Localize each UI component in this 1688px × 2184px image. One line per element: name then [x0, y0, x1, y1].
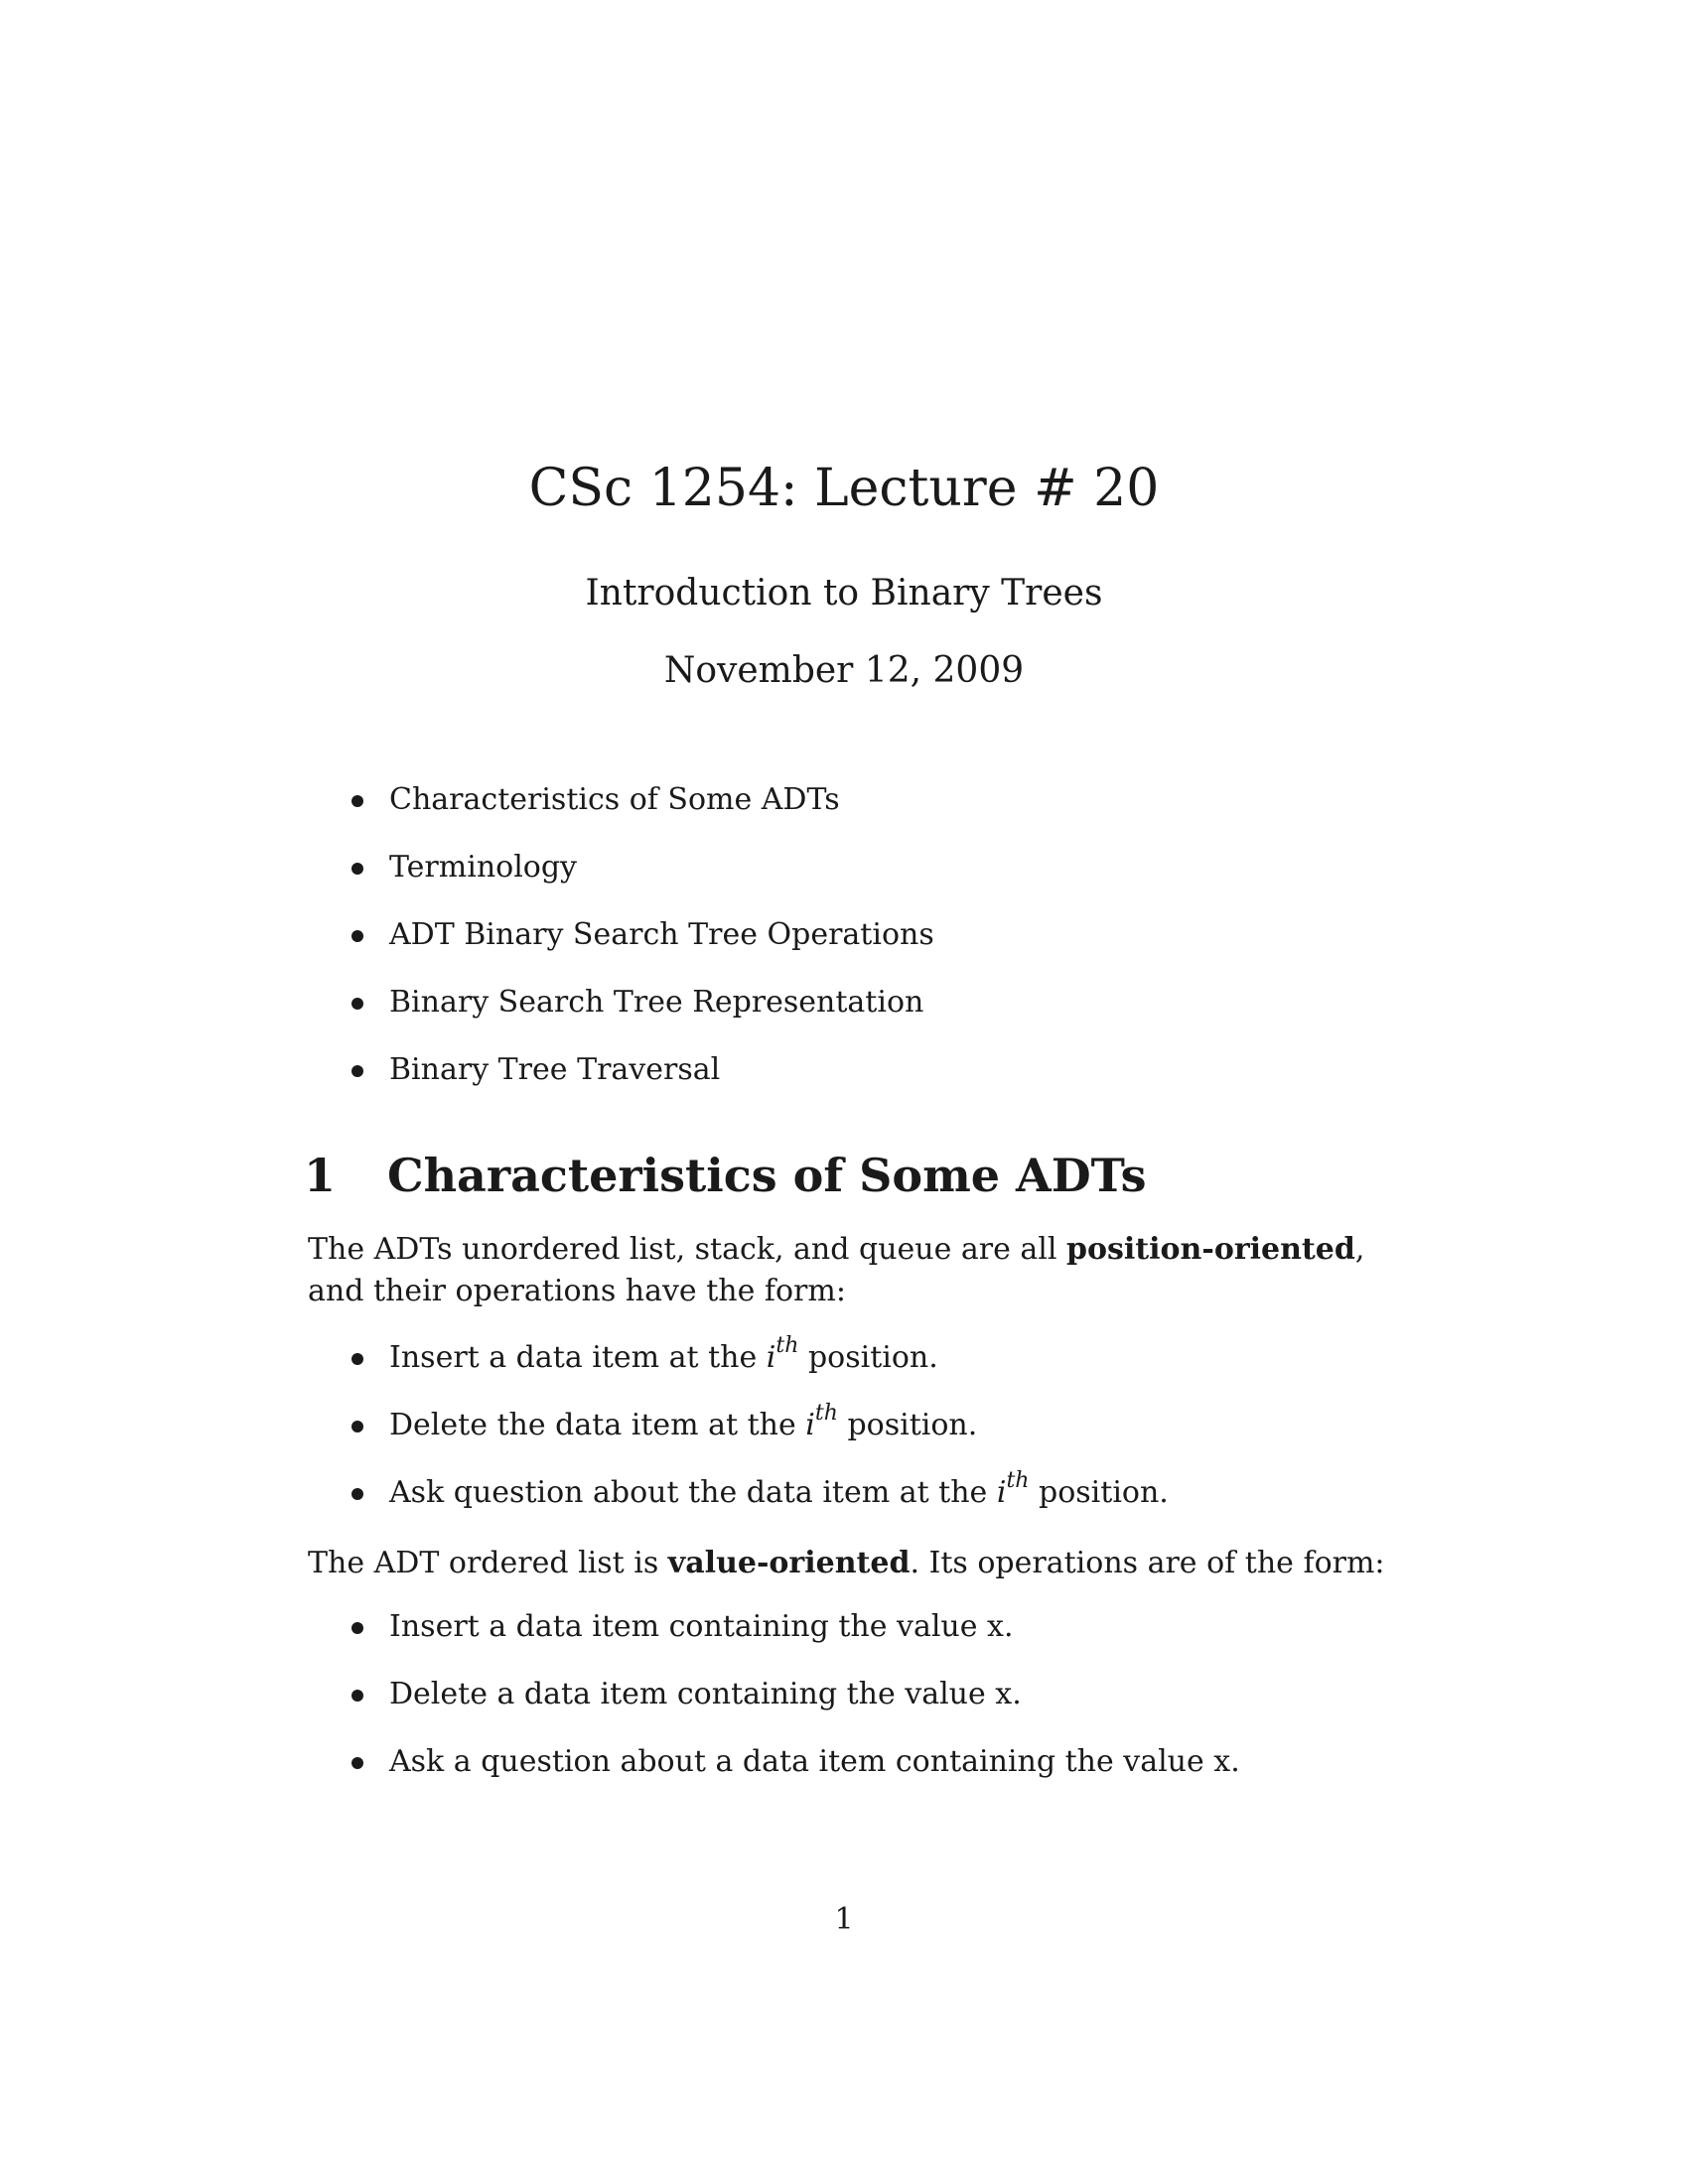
bullet-icon [352, 795, 363, 807]
math-variable: i [766, 1340, 776, 1375]
bullet-icon [352, 863, 363, 875]
bullet-icon [352, 1488, 363, 1500]
bold-term: value-oriented [667, 1546, 911, 1580]
lecture-date: November 12, 2009 [663, 650, 1025, 691]
bullet-icon [352, 1421, 363, 1433]
bullet-icon [352, 1353, 363, 1365]
math-variable: i [996, 1475, 1007, 1510]
bold-term: position-oriented [1066, 1232, 1355, 1267]
list-item [308, 1401, 1169, 1473]
topic-label: ADT Binary Search Tree Operations [389, 917, 934, 952]
topic-list [308, 780, 934, 1118]
item-text: position. [1029, 1475, 1169, 1510]
position-operation-list [308, 1333, 1169, 1541]
section-title: Characteristics of Some ADTs [387, 1149, 1147, 1202]
topic-label: Binary Search Tree Representation [389, 985, 924, 1020]
item-text: Insert a data item containing the value x. [389, 1609, 1014, 1644]
item-text: Delete a data item containing the value x. [389, 1677, 1022, 1711]
superscript: th [775, 1333, 799, 1358]
list-item [308, 1468, 1169, 1541]
bullet-icon [352, 1757, 363, 1769]
item-text: Insert a data item at the [389, 1340, 767, 1375]
item-text: position. [798, 1340, 938, 1375]
paragraph-text: The ADT ordered list is [308, 1546, 668, 1580]
list-item [308, 1675, 1240, 1742]
bullet-icon [352, 930, 363, 942]
item-text: Ask question about the data item at the [389, 1475, 997, 1510]
topic-label: Binary Tree Traversal [389, 1052, 721, 1087]
topic-label: Characteristics of Some ADTs [389, 782, 840, 817]
lecture-subtitle: Introduction to Binary Trees [585, 573, 1103, 614]
paragraph-value-oriented [308, 1543, 1390, 1584]
topic-item [308, 780, 934, 848]
math-variable: i [805, 1408, 815, 1442]
topic-item [308, 983, 934, 1050]
list-item [308, 1742, 1240, 1810]
bullet-icon [352, 998, 363, 1010]
paragraph-text: . Its operations are of the form: [910, 1546, 1385, 1580]
item-text: position. [837, 1408, 978, 1442]
paragraph-text: The ADTs unordered list, stack, and queue are all [308, 1232, 1067, 1267]
topic-item [308, 848, 934, 915]
bullet-icon [352, 1622, 363, 1634]
page-number: 1 [834, 1902, 854, 1937]
superscript: th [1006, 1468, 1030, 1493]
list-item [308, 1607, 1240, 1675]
topic-item [308, 915, 934, 983]
value-operation-list [308, 1607, 1240, 1810]
lecture-title: CSc 1254: Lecture # 20 [528, 459, 1160, 518]
topic-label: Terminology [389, 850, 578, 885]
bullet-icon [352, 1690, 363, 1702]
superscript: th [814, 1401, 838, 1426]
section-heading [304, 1148, 1147, 1203]
item-text: Ask a question about a data item containing the value x. [389, 1744, 1240, 1779]
list-item [308, 1333, 1169, 1406]
paragraph-position-oriented [308, 1229, 1390, 1312]
section-number: 1 [304, 1149, 337, 1202]
topic-item [308, 1050, 934, 1118]
paragraph-text: , and their operations have the form: [308, 1232, 1365, 1308]
item-text: Delete the data item at the [389, 1408, 806, 1442]
bullet-icon [352, 1065, 363, 1077]
